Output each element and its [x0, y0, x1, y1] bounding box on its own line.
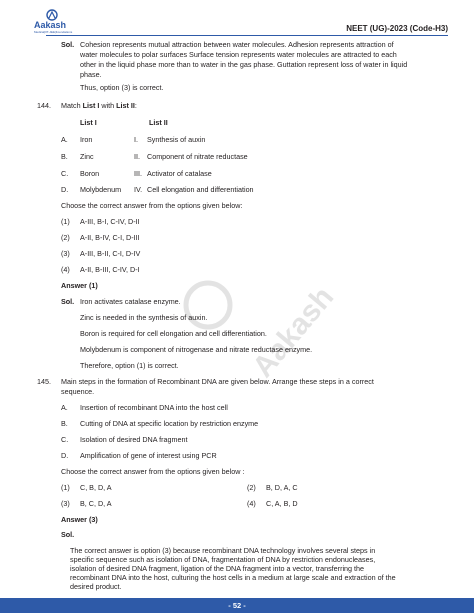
q144-stem-pre: Match [61, 101, 83, 110]
match-row-key: D. [61, 185, 69, 194]
option-number: (2) [61, 233, 70, 242]
q143-sol-label: Sol. [61, 40, 75, 49]
option-text: B, C, D, A [80, 499, 112, 508]
option-text: A-II, B-III, C-IV, D-I [80, 265, 140, 274]
q143-sol-line: other in the liquid phase more than to water in the gas phase. Guttation represent loss of water in liquid [80, 60, 408, 69]
q144-answer: Answer (1) [61, 281, 98, 290]
step-key: C. [61, 435, 69, 444]
svg-text:Aakash: Aakash [246, 280, 341, 384]
header-rule [46, 35, 448, 36]
option-number: (3) [61, 249, 70, 258]
match-row-item: Boron [80, 169, 100, 178]
option-number: (4) [61, 265, 70, 274]
match-row-desc: Component of nitrate reductase [147, 152, 248, 161]
q145-sol-line: desired product. [70, 582, 122, 591]
match-row-item: Molybdenum [80, 185, 122, 194]
step-key: B. [61, 419, 68, 428]
match-row-num: III. [134, 169, 142, 178]
q145-sol-line: recombinant DNA into the host, culturing the host cells in a medium at large scale and extraction of the [70, 573, 396, 582]
step-text: Isolation of desired DNA fragment [80, 435, 188, 444]
q144-sol-line: Molybdenum is component of nitrogenase and nitrate reductase enzyme. [80, 345, 313, 354]
list-ii-header: List II [149, 118, 168, 127]
logo-subtext: Medical|IIT-JEE|Foundations [34, 30, 73, 34]
step-key: A. [61, 403, 68, 412]
option-text: B, D, A, C [266, 483, 298, 492]
option-number: (1) [61, 483, 70, 492]
option-number: (3) [61, 499, 70, 508]
step-text: Insertion of recombinant DNA into the host cell [80, 403, 228, 412]
q145-sol-line: specific sequence such as isolation of DNA, fragmentation of DNA by restriction endonucleases, [70, 555, 376, 564]
q144-sol-conclusion: Therefore, option (1) is correct. [80, 361, 179, 370]
option-number: (1) [61, 217, 70, 226]
match-row-num: I. [134, 135, 138, 144]
q144-stem-mid: with [99, 101, 117, 110]
q144-choose: Choose the correct answer from the options given below: [61, 201, 243, 210]
match-row-item: Iron [80, 135, 93, 144]
q143-sol-line: phase. [80, 70, 102, 79]
logo-text: Aakash [34, 20, 67, 30]
match-row-key: C. [61, 169, 69, 178]
q143-sol-line: Cohesion represents mutual attraction between water molecules. Adhesion represents attraction of [80, 40, 394, 49]
match-row-key: A. [61, 135, 68, 144]
option-number: (4) [247, 499, 256, 508]
option-number: (2) [247, 483, 256, 492]
q143-conclusion: Thus, option (3) is correct. [80, 83, 164, 92]
aakash-logo [30, 9, 74, 35]
q145-stem: Main steps in the formation of Recombinant DNA are given below. Arrange these steps in a correct [61, 377, 374, 386]
option-text: C, B, D, A [80, 483, 112, 492]
option-text: A-III, B-II, C-I, D-IV [80, 249, 141, 258]
match-row-num: II. [134, 152, 140, 161]
page-number: - 52 - [228, 601, 246, 610]
option-text: A-II, B-IV, C-I, D-III [80, 233, 140, 242]
match-row-desc: Activator of catalase [147, 169, 212, 178]
match-row-key: B. [61, 152, 68, 161]
q145-sol-label: Sol. [61, 530, 75, 539]
list-i-header: List I [80, 118, 97, 127]
match-row-num: IV. [134, 185, 143, 194]
q143-sol-line: water molecules to polar surfaces Surface tension represents water molecules are attracted to each [80, 50, 397, 59]
page-header-title: NEET (UG)-2023 (Code-H3) [346, 24, 448, 33]
step-text: Cutting of DNA at specific location by restriction enzyme [80, 419, 259, 428]
step-text: Amplification of gene of interest using PCR [80, 451, 217, 460]
q144-sol-line: Zinc is needed in the synthesis of auxin. [80, 313, 208, 322]
q145-sol-line: The correct answer is option (3) because recombinant DNA technology involves several steps in [70, 546, 376, 555]
q144-sol-line: Boron is required for cell elongation and cell differentiation. [80, 329, 267, 338]
q144-stem-list1: List I [82, 101, 100, 110]
q144-sol-line: Iron activates catalase enzyme. [80, 297, 181, 306]
q145-sol-line: isolation of desired DNA fragment, ligation of the DNA fragment into a vector, transferring the [70, 564, 365, 573]
q144-stem-post: : [134, 101, 137, 110]
q145-number: 145. [37, 377, 51, 386]
q144-sol-label: Sol. [61, 297, 75, 306]
match-row-desc: Synthesis of auxin [147, 135, 206, 144]
option-text: C, A, B, D [266, 499, 298, 508]
q144-stem-list2: List II [116, 101, 135, 110]
q144-number: 144. [37, 101, 51, 110]
step-key: D. [61, 451, 69, 460]
q145-choose: Choose the correct answer from the options given below : [61, 467, 245, 476]
q144-stem [61, 101, 137, 111]
q145-answer: Answer (3) [61, 515, 98, 524]
match-row-desc: Cell elongation and differentiation [147, 185, 254, 194]
option-text: A-III, B-I, C-IV, D-II [80, 217, 140, 226]
q145-stem: sequence. [61, 387, 95, 396]
match-row-item: Zinc [80, 152, 94, 161]
